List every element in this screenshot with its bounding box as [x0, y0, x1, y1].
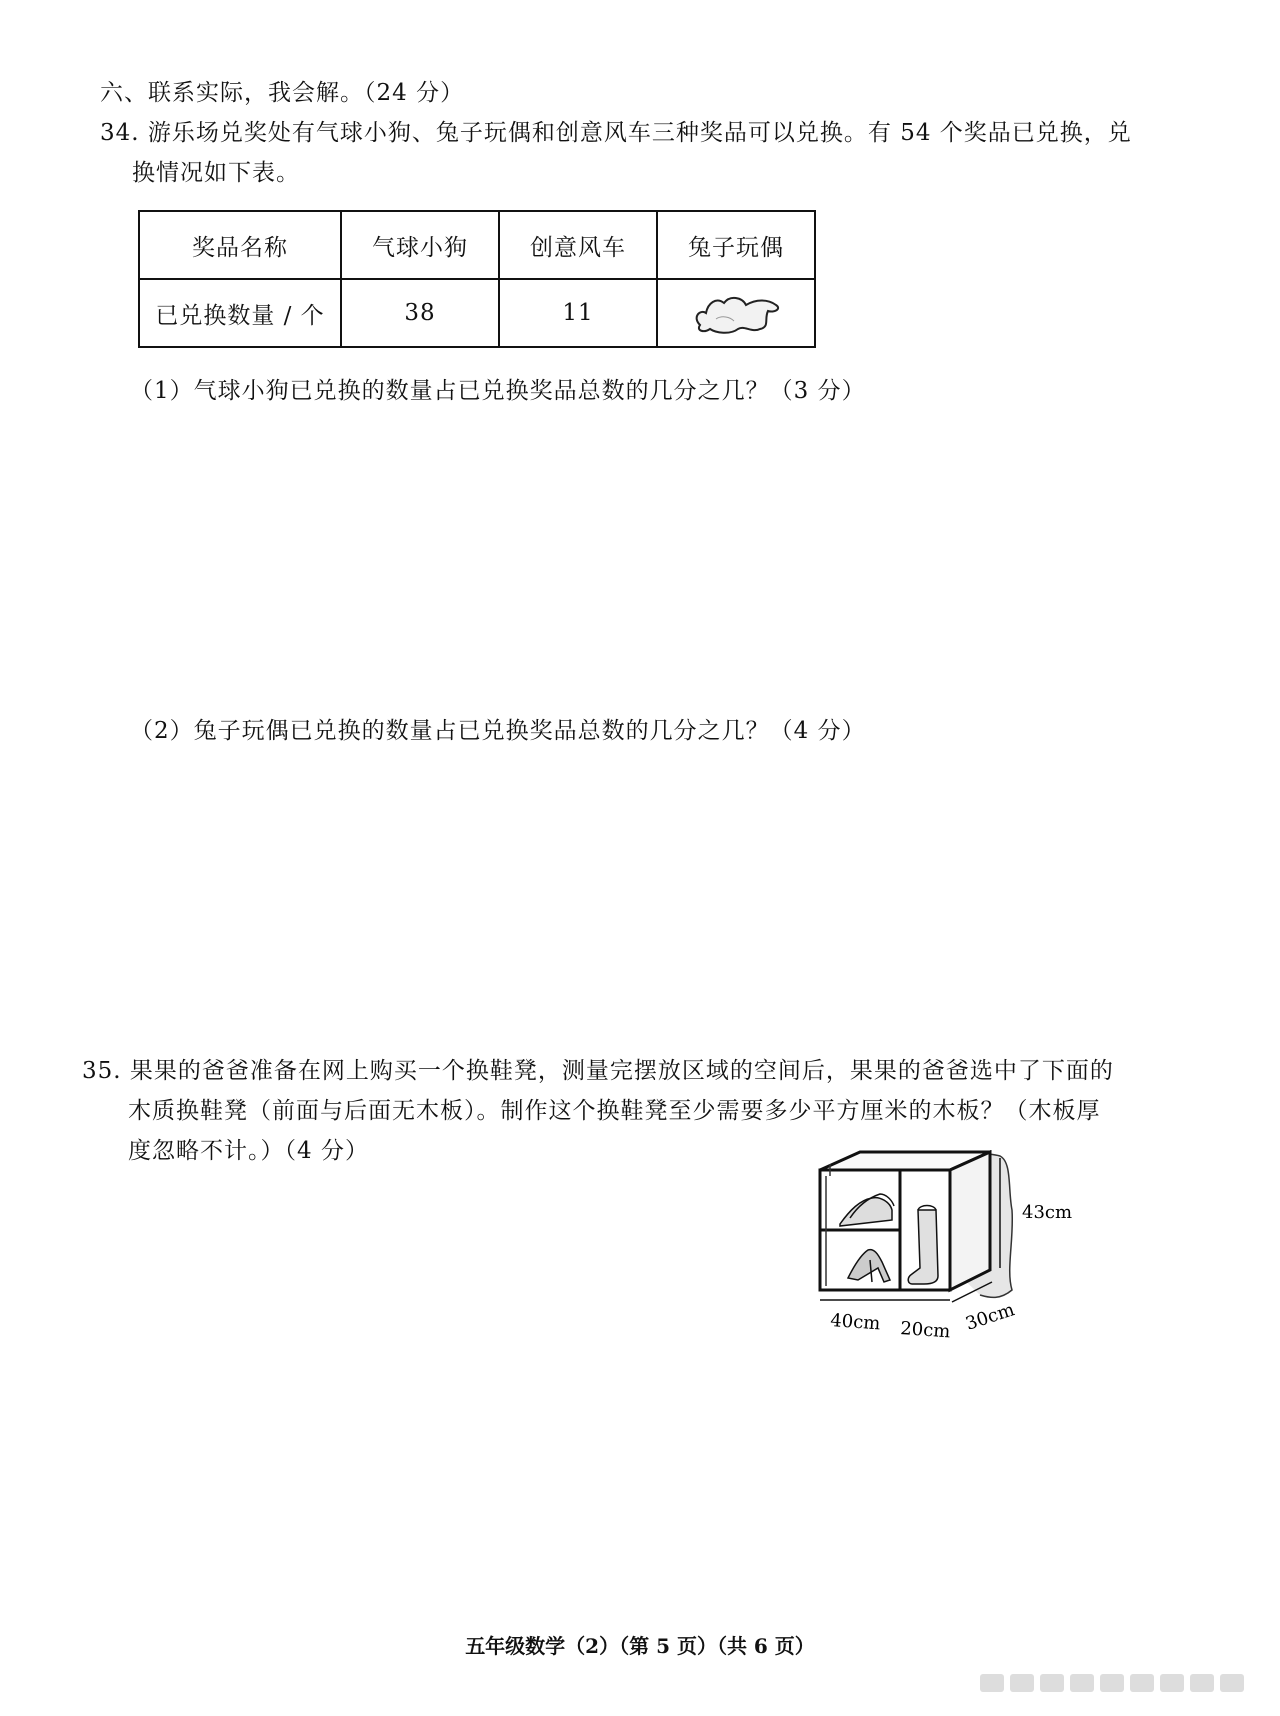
- ink-blot-icon: [686, 289, 786, 337]
- q34-subquestion-1: （1）气球小狗已兑换的数量占已兑换奖品总数的几分之几？（3 分）: [130, 378, 866, 404]
- width-left-label: 40cm: [829, 1310, 882, 1335]
- table-header-balloon-dog: 气球小狗: [341, 211, 499, 279]
- depth-label: 30cm: [963, 1299, 1018, 1335]
- section-heading: 六、联系实际，我会解。（24 分）: [100, 80, 465, 106]
- q34-text-line1: 34. 游乐场兑奖处有气球小狗、兔子玩偶和创意风车三种奖品可以兑换。有 54 个奖品已兑换，兑: [100, 120, 1132, 146]
- width-right-label: 20cm: [899, 1318, 952, 1343]
- table-header-prize-name: 奖品名称: [139, 211, 341, 279]
- table-cell-rabbit-doll-count: [657, 279, 815, 347]
- page-footer: 五年级数学（2）（第 5 页）（共 6 页）: [465, 1634, 815, 1658]
- prize-table: [138, 210, 816, 348]
- table-row-label: 已兑换数量 / 个: [139, 279, 341, 347]
- scan-artifact-marks: [980, 1668, 1260, 1698]
- table-header-windmill: 创意风车: [499, 211, 657, 279]
- table-cell-balloon-dog-count: 38: [341, 279, 499, 347]
- q34-text-line2: 换情况如下表。: [132, 160, 300, 186]
- shoe-bench-figure: [800, 1150, 1090, 1350]
- q35-text-line2: 木质换鞋凳（前面与后面无木板）。制作这个换鞋凳至少需要多少平方厘米的木板？（木板厚: [128, 1098, 1101, 1124]
- table-header-rabbit-doll: 兔子玩偶: [657, 211, 815, 279]
- table-cell-windmill-count: 11: [499, 279, 657, 347]
- q35-text-line3: 度忽略不计。）（4 分）: [128, 1138, 369, 1164]
- q34-subquestion-2: （2）兔子玩偶已兑换的数量占已兑换奖品总数的几分之几？（4 分）: [130, 718, 866, 744]
- q35-text-line1: 35. 果果的爸爸准备在网上购买一个换鞋凳，测量完摆放区域的空间后，果果的爸爸选中了下面的: [82, 1058, 1114, 1084]
- height-label: 43cm: [1022, 1202, 1073, 1223]
